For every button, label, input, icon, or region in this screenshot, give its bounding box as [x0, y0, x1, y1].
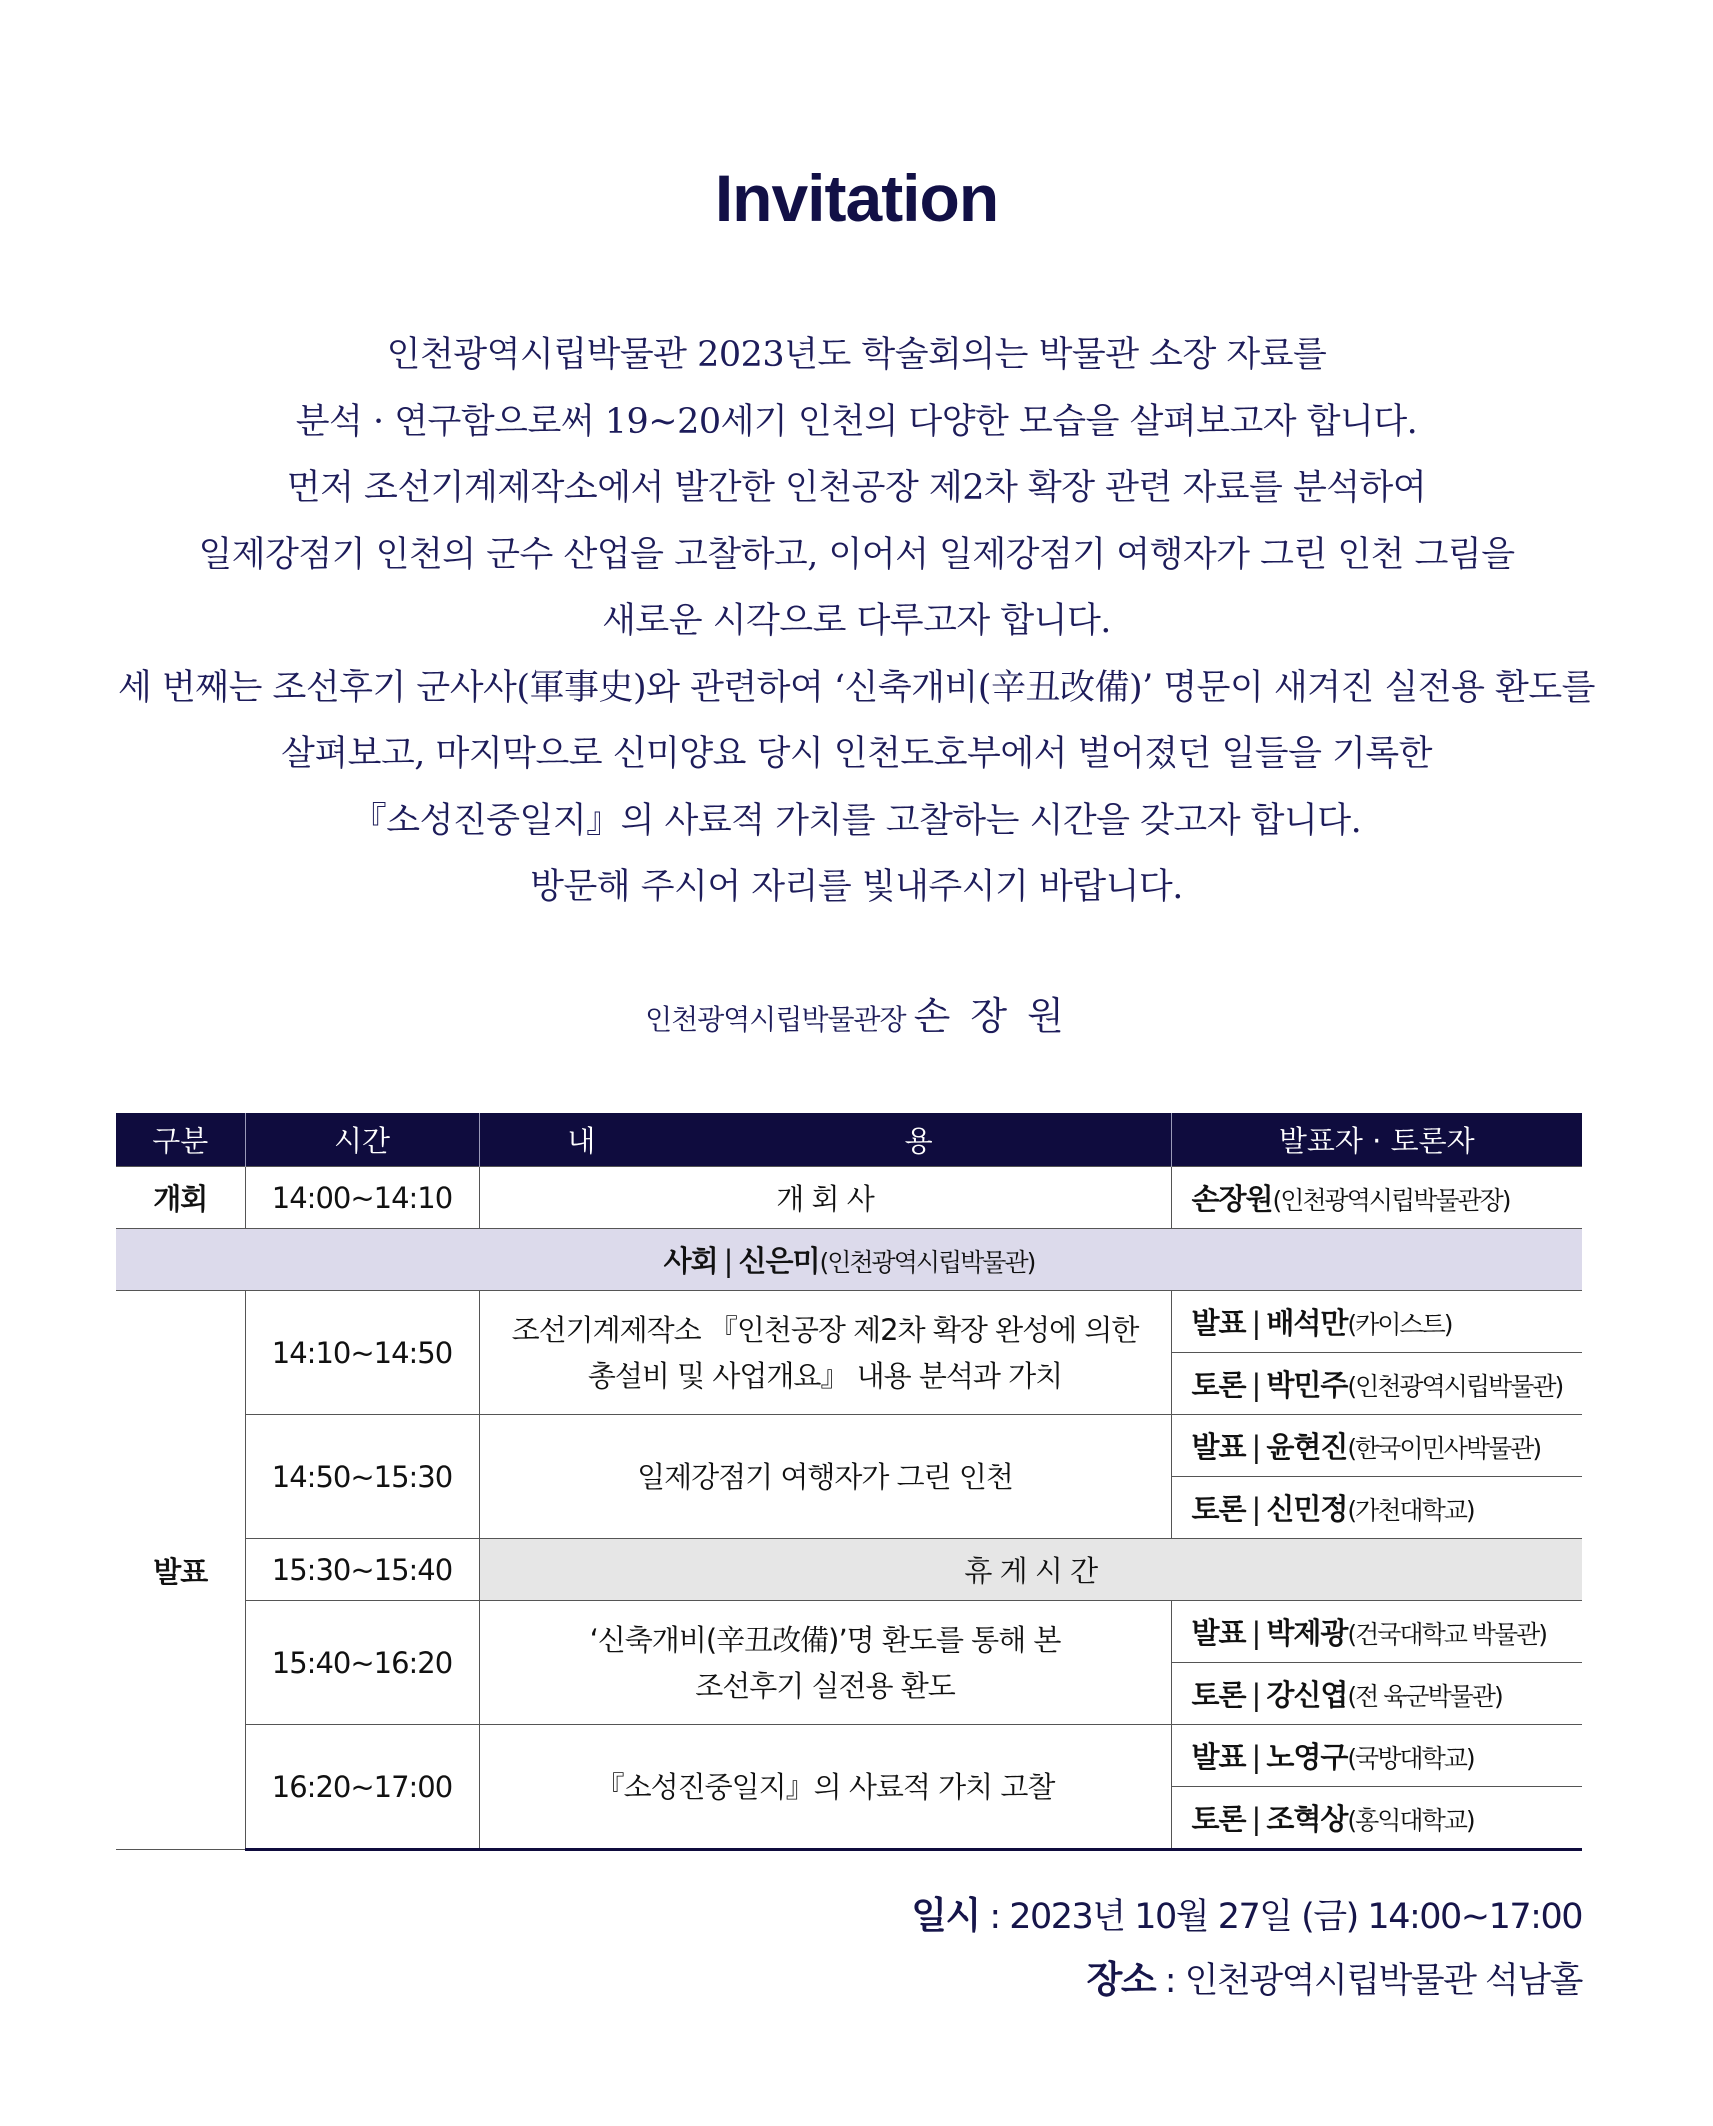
opening-category: 개회: [116, 1167, 245, 1229]
moderator-cell: [116, 1229, 1582, 1291]
topic-line: 조선후기 실전용 환도: [695, 1668, 955, 1703]
signature-org: 인천광역시립박물관장: [645, 1003, 906, 1036]
session-topic: [479, 1725, 1171, 1850]
speaker-name: 신민정: [1266, 1492, 1348, 1526]
event-place: 장소 : 인천광역시립박물관 석남홀: [1086, 1958, 1582, 2001]
speaker-name: 윤현진: [1266, 1430, 1348, 1464]
signature-name: 손 장 원: [913, 994, 1068, 1038]
break-time: 15:30~15:40: [245, 1539, 479, 1601]
body-line: 『소성진중일지』의 사료적 가치를 고찰하는 시간을 갖고자 합니다.: [351, 800, 1362, 841]
table-row: [116, 1601, 1582, 1663]
separator: |: [1251, 1306, 1261, 1340]
topic-line: ‘신축개비(辛丑改備)’명 환도를 통해 본: [589, 1622, 1061, 1657]
opening-content: 개 회 사: [479, 1167, 1171, 1229]
speaker-name: 박민주: [1266, 1368, 1348, 1402]
separator: |: [1251, 1492, 1261, 1526]
speaker-name: 조혁상: [1266, 1802, 1348, 1836]
separator: |: [1251, 1430, 1261, 1464]
header-speakers: 발표자 · 토론자: [1171, 1113, 1582, 1167]
speaker-name: 배석만: [1266, 1306, 1348, 1340]
speaker-name: 손장원: [1191, 1182, 1273, 1216]
date-value: 2023년 10월 27일 (금) 14:00~17:00: [1009, 1897, 1582, 1937]
speaker-affiliation: (전 육군박물관): [1347, 1682, 1502, 1711]
separator: |: [1251, 1368, 1261, 1402]
session-topic: [479, 1601, 1171, 1725]
table-row: [116, 1415, 1582, 1477]
role-label: 토론: [1191, 1492, 1246, 1526]
moderator-affiliation: (인천광역시립박물관): [819, 1248, 1035, 1277]
body-line: 새로운 시각으로 다루고자 합니다.: [602, 601, 1111, 641]
topic-line: 일제강점기 여행자가 그린 인천: [637, 1459, 1013, 1494]
table-row-moderator: [116, 1229, 1582, 1291]
speaker-affiliation: (인천광역시립박물관): [1347, 1372, 1563, 1401]
signature: [0, 985, 1713, 1040]
role-label: 발표: [1191, 1306, 1246, 1340]
moderator-role: 사회: [663, 1244, 718, 1278]
date-label: 일시: [911, 1894, 980, 1937]
invitation-body: [40, 322, 1673, 921]
discussant-cell: [1171, 1477, 1582, 1539]
session-time: 15:40~16:20: [245, 1601, 479, 1725]
opening-speaker: [1171, 1167, 1582, 1229]
speaker-name: 노영구: [1266, 1740, 1348, 1774]
body-line: 먼저 조선기계제작소에서 발간한 인천공장 제2차 확장 관련 자료를 분석하여: [286, 468, 1427, 508]
separator: |: [723, 1244, 733, 1278]
presenter-cell: [1171, 1291, 1582, 1353]
table-row-opening: [116, 1167, 1582, 1229]
body-line: 분석 · 연구함으로써 19~20세기 인천의 다양한 모습을 살펴보고자 합니다.: [295, 401, 1418, 442]
session-time: 16:20~17:00: [245, 1725, 479, 1850]
table-row: [116, 1291, 1582, 1353]
role-label: 발표: [1191, 1616, 1246, 1650]
discussant-cell: [1171, 1663, 1582, 1725]
separator: |: [1251, 1678, 1261, 1712]
discussant-cell: [1171, 1787, 1582, 1850]
event-date: 일시 : 2023년 10월 27일 (금) 14:00~17:00: [911, 1894, 1582, 1937]
speaker-affiliation: (카이스트): [1347, 1310, 1452, 1339]
speaker-name: 박제광: [1266, 1616, 1348, 1650]
session-topic: [479, 1291, 1171, 1415]
invitation-title: Invitation: [714, 161, 999, 235]
role-label: 발표: [1191, 1430, 1246, 1464]
speaker-name: 강신엽: [1266, 1678, 1348, 1712]
speaker-affiliation: (건국대학교 박물관): [1347, 1620, 1547, 1649]
separator: |: [1251, 1740, 1261, 1774]
topic-line: 총설비 및 사업개요』 내용 분석과 가치: [587, 1358, 1063, 1393]
event-info: [911, 1885, 1582, 2013]
speaker-affiliation: (가천대학교): [1347, 1496, 1474, 1525]
opening-time: 14:00~14:10: [245, 1167, 479, 1229]
body-line: 인천광역시립박물관 2023년도 학술회의는 박물관 소장 자료를: [386, 335, 1327, 375]
speaker-affiliation: (국방대학교): [1347, 1744, 1474, 1773]
speaker-affiliation: (한국이민사박물관): [1347, 1434, 1541, 1463]
session-category: 발표: [116, 1291, 245, 1850]
header-content: 내 용: [479, 1113, 1171, 1167]
table-row-break: [116, 1539, 1582, 1601]
header-category: 구분: [116, 1113, 245, 1167]
body-line: 세 번째는 조선후기 군사사(軍事史)와 관련하여 ‘신축개비(辛丑改備)’ 명문이 새겨진 실전용 환도를: [118, 667, 1595, 708]
role-label: 토론: [1191, 1368, 1246, 1402]
role-label: 토론: [1191, 1678, 1246, 1712]
place-value: 인천광역시립박물관 석남홀: [1184, 1961, 1582, 2001]
schedule-table: [116, 1113, 1582, 1851]
role-label: 토론: [1191, 1802, 1246, 1836]
presenter-cell: [1171, 1725, 1582, 1787]
speaker-affiliation: (인천광역시립박물관장): [1272, 1186, 1510, 1215]
separator: |: [1251, 1802, 1261, 1836]
speaker-affiliation: (홍익대학교): [1347, 1806, 1474, 1835]
moderator-name: 신은미: [738, 1244, 820, 1278]
session-time: 14:10~14:50: [245, 1291, 479, 1415]
break-label: 휴 게 시 간: [479, 1539, 1582, 1601]
role-label: 발표: [1191, 1740, 1246, 1774]
presenter-cell: [1171, 1601, 1582, 1663]
session-topic: [479, 1415, 1171, 1539]
table-header-row: [116, 1113, 1582, 1167]
presenter-cell: [1171, 1415, 1582, 1477]
table-row: [116, 1725, 1582, 1787]
body-line: 방문해 주시어 자리를 빛내주시기 바랍니다.: [530, 867, 1183, 907]
header-time: 시간: [245, 1113, 479, 1167]
session-time: 14:50~15:30: [245, 1415, 479, 1539]
topic-line: 조선기계제작소 『인천공장 제2차 확장 완성에 의한: [511, 1312, 1139, 1347]
body-line: 일제강점기 인천의 군수 산업을 고찰하고, 이어서 일제강점기 여행자가 그린 인천 그림을: [198, 534, 1515, 575]
topic-line: 『소성진중일지』의 사료적 가치 고찰: [595, 1769, 1055, 1804]
place-label: 장소: [1086, 1958, 1156, 2001]
discussant-cell: [1171, 1353, 1582, 1415]
body-line: 살펴보고, 마지막으로 신미양요 당시 인천도호부에서 벌어졌던 일들을 기록한: [281, 734, 1432, 774]
separator: |: [1251, 1616, 1261, 1650]
